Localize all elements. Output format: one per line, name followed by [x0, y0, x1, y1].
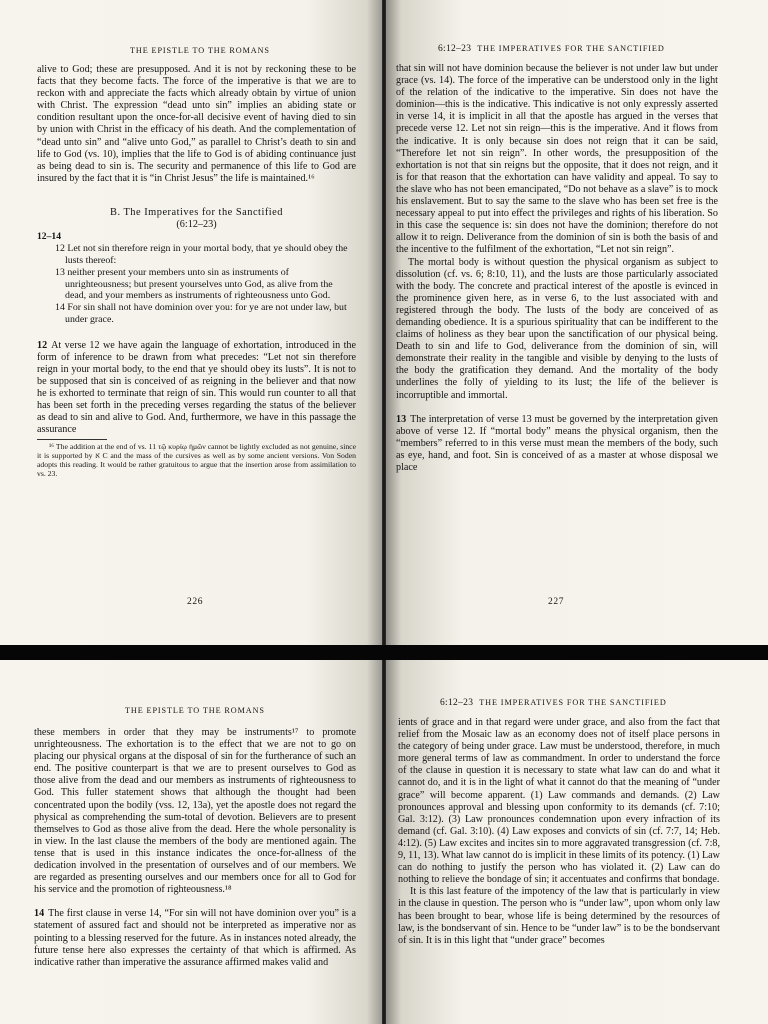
verse-number: 13	[396, 413, 407, 425]
paragraph: ients of grace and in that regard were under grace, and also from the fact that relief from the Mosaic law as an economy does not of itself place persons in the category of being under grace. Law must be understood, therefore, in much more general terms of law as commandment. In order to understand the force of the clause in question it is necessary to state what law can do and what it cannot do, and it is in the light of what it cannot do that the meaning of “under grace” will become apparent. (1) Law commands and demands. (2) Law pronounces approval and blessing upon conformity to its demands (cf. 7:10; Gal. 3:12). (3) Law pronounces condemnation upon every infraction of its demand (cf. Gal. 3:10). (4) Law exposes and convicts of sin (cf. 7:7, 14; Heb. 4:12). (5) Law excites and incites sin to more aggravated transgression (cf. 7:8, 9, 11, 13). What law cannot do is implicit in these limits of its potency. (1) Law can do nothing to justify the person who has violated it. (2) Law can do nothing to relieve the bondage of sin; it accentuates and confirms that bondage.	[398, 717, 720, 886]
verse-line: 13 neither present your members unto sin as instruments of unrighteousness; but present yourselves unto God, as alive from the dead, and your members as instruments of righteousness unto God.	[55, 266, 333, 302]
verse-number: 14	[34, 908, 45, 920]
running-title: THE IMPERATIVES FOR THE SANCTIFIED	[479, 698, 667, 707]
verse-reference: 12–14	[37, 231, 61, 243]
paragraph: It is this last feature of the impotency of the law that is particularly in view in the clause in question. The person who is “under law”, upon whom only law has been brought to bear, whose life is being determined by the resources of law, is the bondservant of sin. Hence to be “under law” is to be the bondservant of sin. It is in this light that “under grace” becomes	[398, 886, 720, 946]
paragraph: alive to God; these are presupposed. And it is not by reckoning these to be facts that they become facts. The force of the imperative is that we are to reckon with and appreciate the facts which already obtain by virtue of union with Christ. The expression “dead unto sin” implies an abiding state or condition resultant upon the once-for-all decisive event of having died to sin by union with Christ in the efficacy of his death. And the complementation of “dead unto sin” and “alive unto God,” as parallel to Christ’s death to sin and life to God (vs. 10), implies that the life to God is of abiding continuance just as being dead to sin is. The security and permanence of this life to God are insured by the fact that it is “in Christ Jesus” the life is maintained.¹⁶	[37, 64, 356, 184]
chapter-reference: 6:12–23	[438, 44, 472, 54]
running-header	[438, 44, 665, 54]
running-title: THE IMPERATIVES FOR THE SANCTIFIED	[477, 44, 665, 53]
commentary-text: The first clause in verse 14, “For sin will not have dominion over you” is a statement of assured fact and should not be interpreted as imperative nor as pointing to a blessing reserved for the future. As in instances noted already, the future tense here also expresses the certainty of that which is affirmed. As indicative rather than imperative the assurance affirmed makes valid and	[34, 908, 356, 968]
page-226	[0, 0, 382, 645]
verse-line: 14 For sin shall not have dominion over you: for ye are not under law, but under grace.	[55, 302, 347, 325]
page-number: 226	[187, 597, 204, 607]
commentary-paragraph	[396, 414, 718, 474]
chapter-reference: 6:12–23	[440, 698, 474, 708]
footnote-divider	[37, 439, 107, 440]
running-header: THE EPISTLE TO THE ROMANS	[130, 46, 270, 55]
page-229	[386, 660, 768, 1024]
page-228	[0, 660, 382, 1024]
page-body	[398, 717, 720, 947]
page-body	[37, 64, 356, 478]
page-number: 227	[548, 597, 565, 607]
verse-line: 12 Let not sin therefore reign in your mortal body, that ye should obey the lusts thereof:	[55, 243, 348, 267]
paragraph: The mortal body is without question the physical organism as subject to dissolution (cf. vs. 6; 8:10, 11), and the lusts are those particularly associated with the body. The concrete and practical interest of the apostle is evinced in the prominence given here, as in verse 6, to the lust associated with and registered through the body. The lusts of the body are conceived of as demanding obedience. It is a spurious spirituality that can be indifferent to the claims of holiness as they bear upon the sanctification of our physical being. Death to sin and life to God, deliverance from the dominion of sin, will demonstrate their reality in the tangible and visible by denying to the lusts of the body the gratification they demand. And the mortality of the body underlines the folly of yielding to its lust; the life of the believer is incorruptible and immortal.	[396, 256, 718, 401]
commentary-paragraph	[37, 340, 356, 437]
section-heading: B. The Imperatives for the Sanctified	[110, 206, 283, 218]
verse-number: 12	[37, 339, 48, 351]
section-subheading: (6:12–23)	[176, 219, 217, 231]
commentary-paragraph	[34, 908, 356, 968]
paragraph: these members in order that they may be instruments¹⁷ to promote unrighteousness. The exhortation is to the effect that we are not to go on placing our physical organs at the disposal of sin for the furtherance of such an end. The positive counterpart is that we are to present ourselves to God as those alive from the dead and our members as instruments of righteousness to God. This fuller statement shows that although the thought had been concentrated upon the bodily (vss. 12, 13a), yet the apostle does not regard the physical as comprehending the sum-total of devotion. Believers are to present themselves to God as those alive from the dead. Here the whole personality is in view. In the last clause the members of the body are mentioned again. The tense that is used in this instance indicates the once-for-allness of the dedication involved in the presentation of ourselves and of our members. We are regarded as presenting ourselves and our members once for all to God for his service and the promotion of righteousness.¹⁸	[34, 727, 356, 896]
footnote: ¹⁶ The addition at the end of vs. 11 τῷ κυρίῳ ἡμῶν cannot be lightly excluded as not genuine, since it is supported by א C and the mass of the cursives as well as by some ancient versions. Von Soden adopts this reading. It would be rather gratuitous to argue that the insertion arose from assimilation to vs. 23.	[37, 441, 356, 478]
page-body	[34, 727, 356, 969]
page-body	[396, 63, 718, 474]
commentary-text: The interpretation of verse 13 must be governed by the interpretation given above of verse 12. If “mortal body” means the physical organism, then the “members” referred to in this verse must mean the members of the body, such as eye, hand, and foot. Sin is conceived of as a master at whose disposal we place	[396, 413, 718, 473]
paragraph: that sin will not have dominion because the believer is not under law but under grace (vs. 14). The force of the imperative can be understood only in the light of the relation of the indicative to the imperative. Sin does not have the dominion—this is the indicative. This indicative is not only expressly asserted in verse 14, it is implicit in all that the apostle has argued in the verses that precede verse 12. Let not sin reign—this is the imperative. And it flows from the indicative. It is only because sin does not reign that it can be said, “Therefore let not sin reign”. In other words, the presupposition of the exhortation is not that sin reigns but the opposite, that it does not reign, and it is for that reason that the exhortation can have validity and appeal. To say to the slave who has not been emancipated, “Do not behave as a slave” is to mock his enslavement. But to say the same to the slave who has been set free is the necessary appeal to put into effect the privileges and rights of his liberation. So in this case the sequence is: sin does not have the dominion; therefore do not allow it to reign. Deliverance from the dominion of sin is both the basis of and the incentive to the fulfilment of the exhortation, “Let not sin reign”.	[396, 63, 718, 256]
page-gutter	[0, 645, 768, 660]
running-header	[440, 698, 667, 708]
page-227	[386, 0, 768, 645]
running-header: THE EPISTLE TO THE ROMANS	[125, 706, 265, 715]
commentary-text: At verse 12 we have again the language of exhortation, introduced in the form of inference to be drawn from what precedes: “Let not sin therefore reign in your mortal body, to the end that ye should obey its lusts”. It is not to be supposed that sin is conceived of as reigning in the believer and that now he is exhorted to terminate that reign of sin. This would run counter to all that has been set forth in the preceding verses regarding the status of the believer as dead to sin and alive to God. And, furthermore, we have in this passage the assurance	[37, 339, 356, 436]
